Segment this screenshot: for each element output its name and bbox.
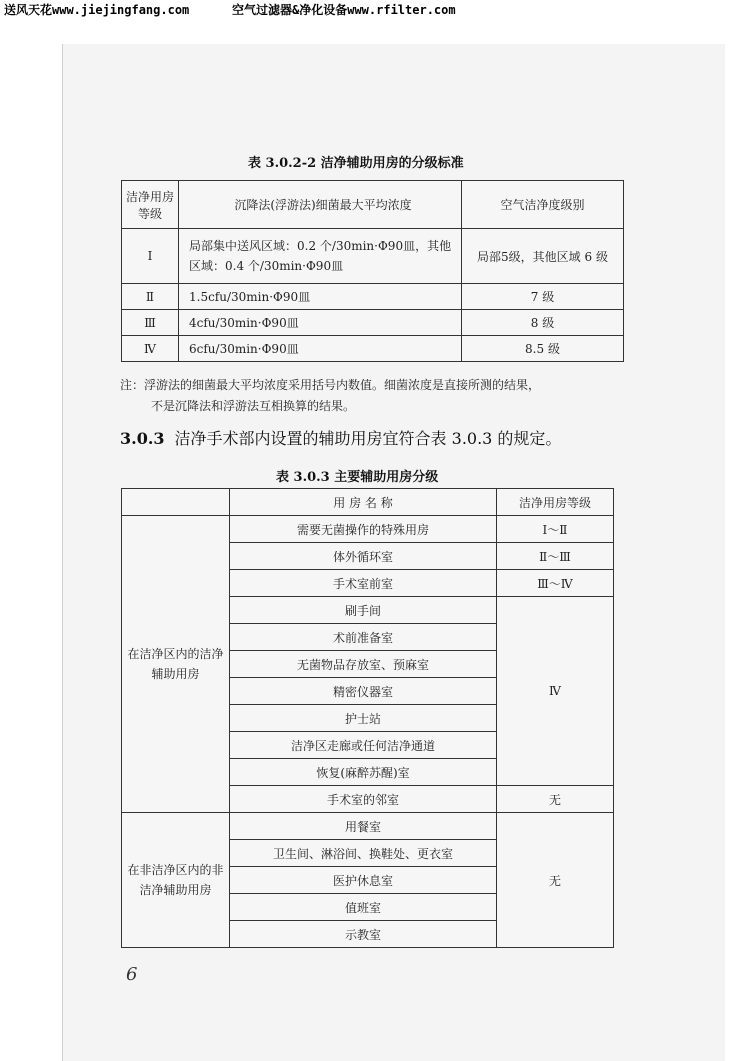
table-row [122, 336, 624, 362]
room-name-cell: 洁净区走廊或任何洁净通道 [230, 732, 497, 759]
table-header-row [122, 181, 624, 229]
room-name-cell: 护士站 [230, 705, 497, 732]
concentration-cell: 6cfu/30min·Φ90皿 [179, 336, 462, 362]
note-line-2: 不是沉降法和浮游法互相换算的结果。 [151, 399, 356, 413]
table-row [122, 284, 624, 310]
header-cell-level: 洁净用房等级 [122, 181, 179, 229]
site-header [0, 0, 750, 20]
table-row [122, 516, 614, 543]
table-row [122, 229, 624, 284]
room-name-cell: 示教室 [230, 921, 497, 948]
room-name-cell: 医护休息室 [230, 867, 497, 894]
cleanliness-cell: 8.5 级 [462, 336, 624, 362]
note-line-1: 注：浮游法的细菌最大平均浓度采用括号内数值。细菌浓度是直接所测的结果， [120, 378, 541, 392]
room-name-cell: 用餐室 [230, 813, 497, 840]
room-level-cell: 无 [497, 786, 614, 813]
room-name-cell: 值班室 [230, 894, 497, 921]
clause-3-0-3 [120, 426, 561, 449]
room-name-cell: 精密仪器室 [230, 678, 497, 705]
concentration-cell: 1.5cfu/30min·Φ90皿 [179, 284, 462, 310]
room-name-cell: 卫生间、淋浴间、换鞋处、更衣室 [230, 840, 497, 867]
clause-number: 3.0.3 [120, 429, 165, 448]
header-cell-empty [122, 489, 230, 516]
cleanliness-cell: 8 级 [462, 310, 624, 336]
room-name-cell: 手术室前室 [230, 570, 497, 597]
page-number: 6 [126, 964, 138, 985]
grading-standard-table [121, 180, 624, 362]
group-non-clean-area: 在非洁净区内的非洁净辅助用房 [122, 813, 230, 948]
header-left-text: 送风天花www.jiejingfang.com [4, 3, 190, 17]
concentration-cell: 4cfu/30min·Φ90皿 [179, 310, 462, 336]
clause-text: 洁净手术部内设置的辅助用房宜符合表 3.0.3 的规定。 [174, 429, 562, 448]
group-clean-area: 在洁净区内的洁净辅助用房 [122, 516, 230, 813]
room-name-cell: 无菌物品存放室、预麻室 [230, 651, 497, 678]
room-level-cell: Ⅰ～Ⅱ [497, 516, 614, 543]
room-level-merged-cell: Ⅳ [497, 597, 614, 786]
table-row [122, 813, 614, 840]
level-cell: Ⅱ [122, 284, 179, 310]
level-cell: Ⅰ [122, 229, 179, 284]
room-name-cell: 需要无菌操作的特殊用房 [230, 516, 497, 543]
table-note [120, 375, 630, 417]
header-cell-concentration: 沉降法(浮游法)细菌最大平均浓度 [179, 181, 462, 229]
cleanliness-cell: 局部5级，其他区域 6 级 [462, 229, 624, 284]
auxiliary-room-table [121, 488, 614, 948]
room-level-cell: Ⅱ～Ⅲ [497, 543, 614, 570]
room-name-cell: 术前准备室 [230, 624, 497, 651]
table2-caption: 表 3.0.3 主要辅助用房分级 [276, 470, 439, 485]
level-cell: Ⅳ [122, 336, 179, 362]
cleanliness-cell: 7 级 [462, 284, 624, 310]
header-right-text: 空气过滤器&净化设备www.rfilter.com [232, 3, 456, 17]
header-cell-cleanliness: 空气洁净度级别 [462, 181, 624, 229]
table-header-row [122, 489, 614, 516]
header-cell-room-name: 用 房 名 称 [230, 489, 497, 516]
table1-caption: 表 3.0.2-2 洁净辅助用房的分级标准 [248, 156, 464, 171]
room-name-cell: 刷手间 [230, 597, 497, 624]
room-name-cell: 手术室的邻室 [230, 786, 497, 813]
table-row [122, 310, 624, 336]
header-cell-room-level: 洁净用房等级 [497, 489, 614, 516]
room-name-cell: 恢复(麻醉苏醒)室 [230, 759, 497, 786]
room-name-cell: 体外循环室 [230, 543, 497, 570]
room-level-cell: Ⅲ～Ⅳ [497, 570, 614, 597]
level-cell: Ⅲ [122, 310, 179, 336]
room-level-merged-cell: 无 [497, 813, 614, 948]
concentration-cell: 局部集中送风区域：0.2 个/30min·Φ90皿，其他区域：0.4 个/30min·Φ90皿 [179, 229, 462, 284]
